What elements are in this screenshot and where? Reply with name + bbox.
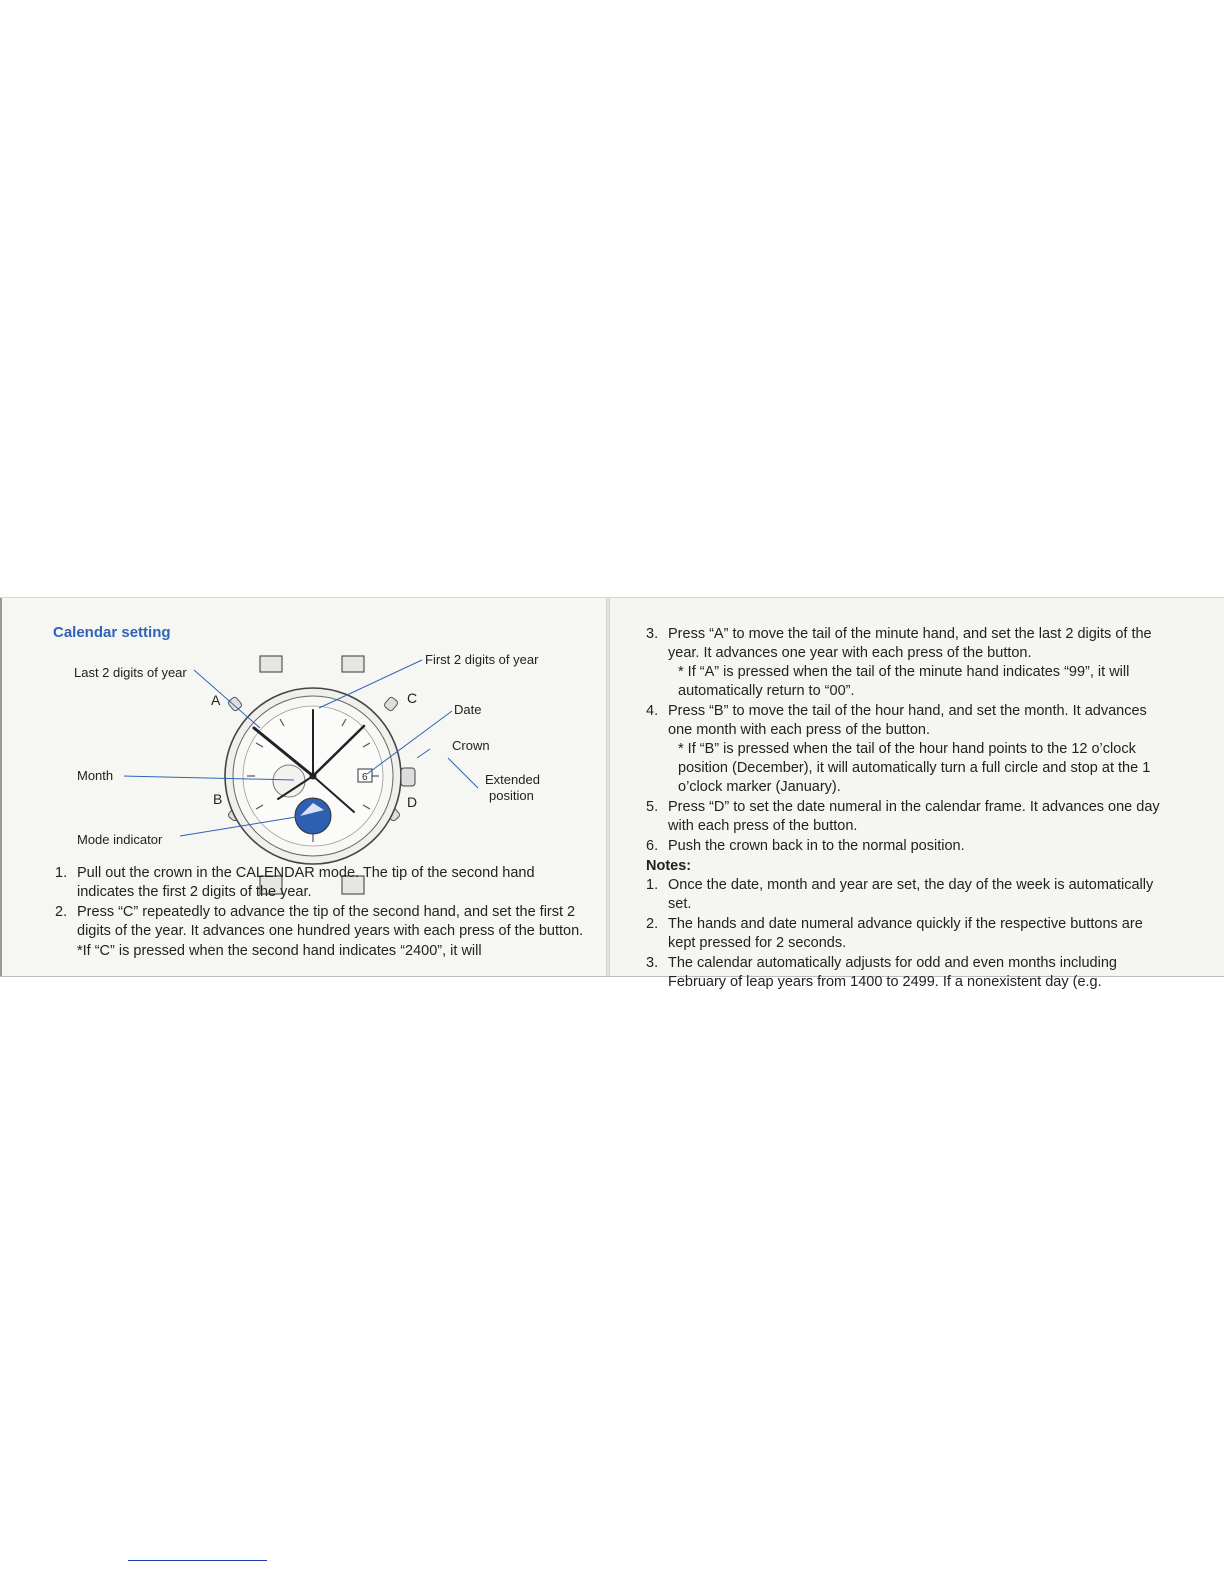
label-mode-indicator: Mode indicator	[77, 832, 163, 847]
note-item: 1. Once the date, month and year are set, the day of the week is automatically set.	[646, 877, 1154, 912]
instruction-step: 6. Push the crown back in to the normal position.	[646, 838, 965, 854]
notes-heading: Notes:	[646, 858, 692, 874]
label-date: Date	[454, 702, 482, 717]
label-first-2-digits: First 2 digits of year	[425, 652, 539, 667]
svg-text:6: 6	[362, 772, 368, 783]
right-page	[610, 598, 1224, 990]
instruction-step: 2. Press “C” repeatedly to advance the tip of the second hand, and set the first 2 digits of the year. It advances one hundred years with each press of the button.	[55, 904, 584, 939]
button-label-b: B	[213, 791, 223, 807]
note-item: 2. The hands and date numeral advance quickly if the respective buttons are kept pressed for 2 seconds.	[646, 916, 1143, 951]
note-item: 3. The calendar automatically adjusts for odd and even months including February of leap years from 1400 to 2499. If a nonexistent day (e.g.	[646, 955, 1117, 990]
crown-icon	[401, 768, 415, 786]
instruction-step: 3. Press “A” to move the tail of the minute hand, and set the last 2 digits of the year. It advances one year with each press of the button. * If “A” is pressed when the tail of the minute hand indicates “99”, it will automatically return to “00”.	[646, 626, 1152, 699]
right-instructions	[646, 625, 1172, 993]
label-crown: Crown	[452, 738, 490, 753]
scanned-manual-spread	[0, 597, 1224, 990]
left-instructions	[55, 864, 585, 962]
label-extended: Extended	[485, 772, 540, 787]
instruction-step: 4. Press “B” to move the tail of the hour hand, and set the month. It advances one month with each press of the button. * If “B” is pressed when the tail of the hour hand points to the 12 o’clock position (December), it will automatically turn a full circle and stop at the 1 o’clock marker (January).	[646, 703, 1151, 795]
button-label-a: A	[211, 692, 221, 708]
section-heading: Calendar setting	[53, 624, 171, 641]
label-last-2-digits: Last 2 digits of year	[74, 665, 187, 680]
instruction-step: 1. Pull out the crown in the CALENDAR mode. The tip of the second hand indicates the first 2 digits of the year.	[55, 865, 535, 900]
button-label-c: C	[407, 690, 418, 706]
footer-rule	[128, 1560, 267, 1561]
left-page	[0, 598, 609, 976]
label-position: position	[489, 788, 534, 803]
instruction-step: 5. Press “D” to set the date numeral in the calendar frame. It advances one day with each press of the button.	[646, 799, 1160, 834]
button-label-d: D	[407, 794, 418, 810]
instruction-note: *If “C” is pressed when the second hand indicates “2400”, it will	[77, 943, 482, 959]
label-month: Month	[77, 768, 114, 783]
